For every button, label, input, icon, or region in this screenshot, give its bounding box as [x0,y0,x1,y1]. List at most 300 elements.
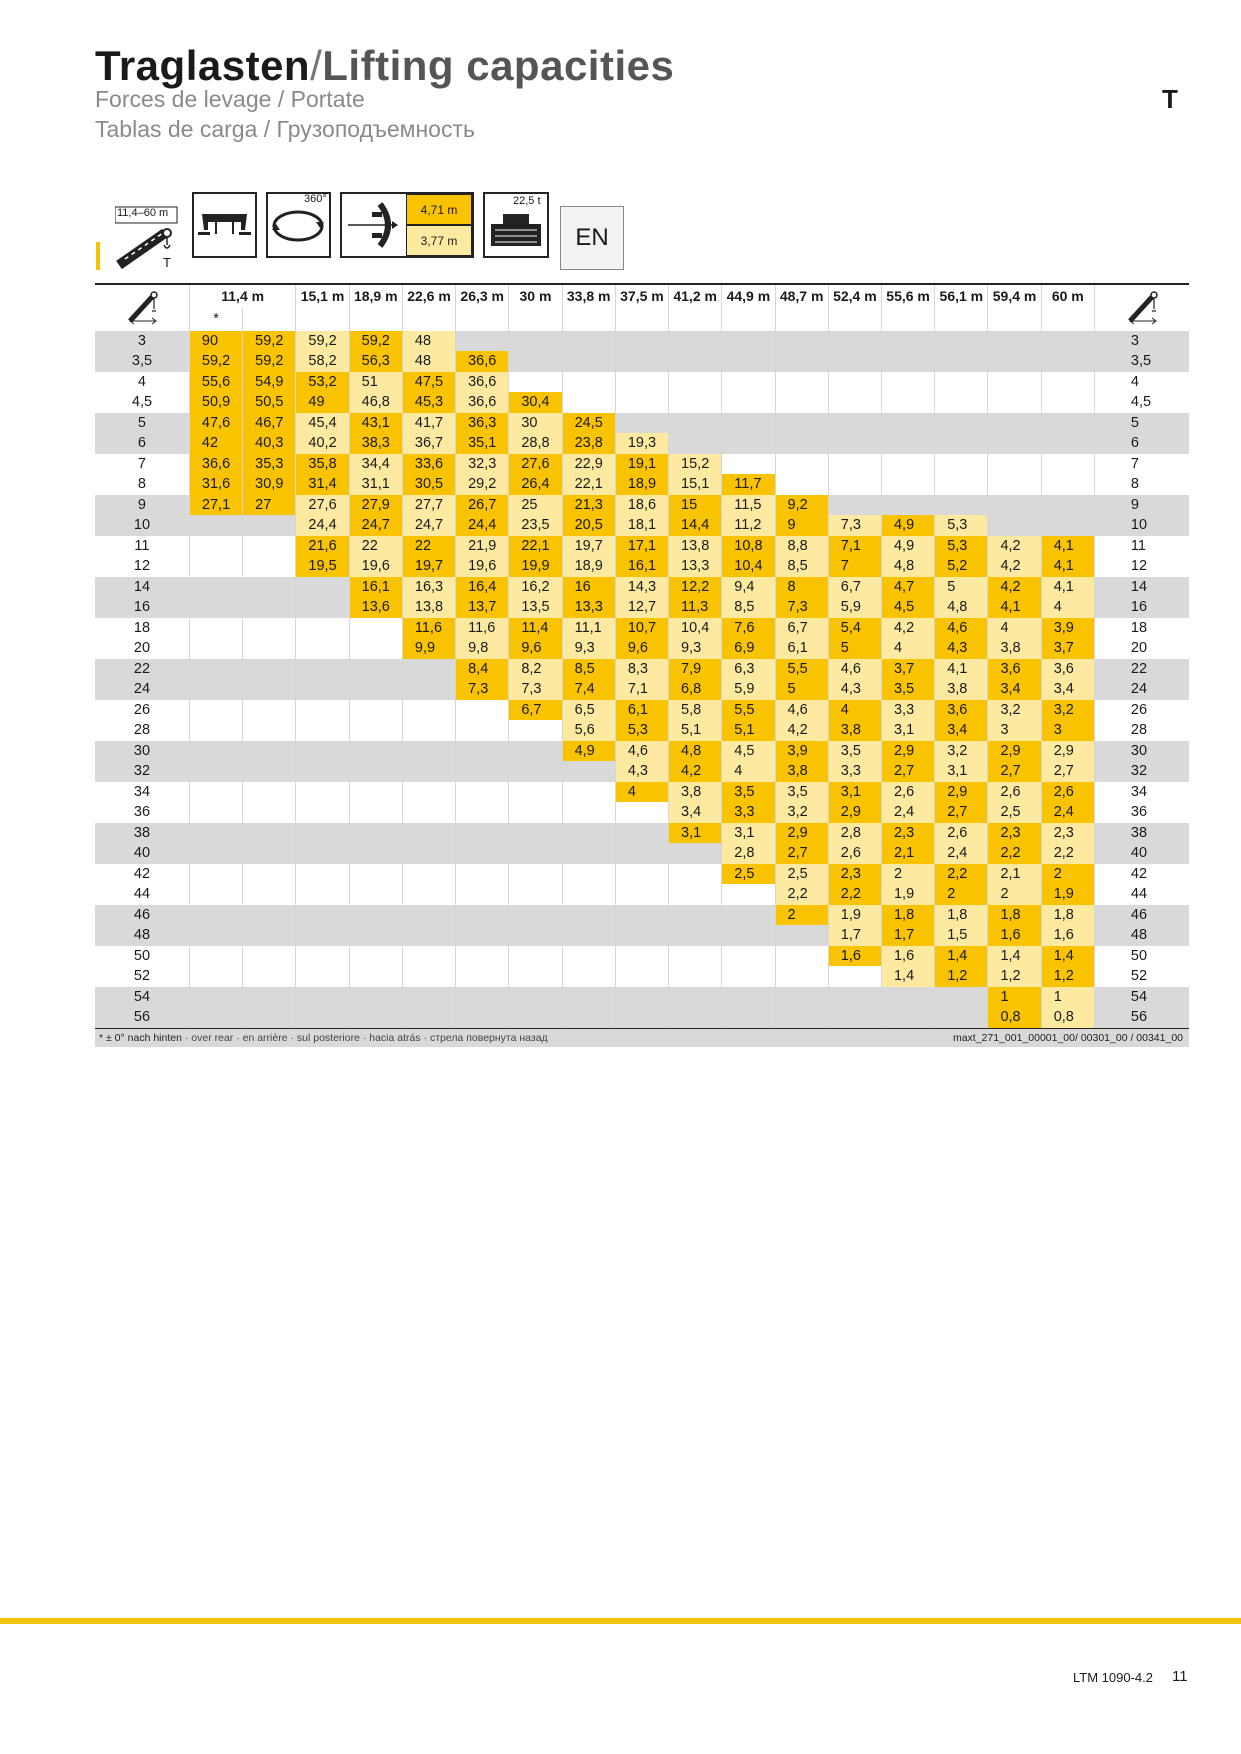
capacity-cell [615,884,668,905]
capacity-cell: 24,7 [349,515,402,536]
capacity-cell: 23,5 [509,515,562,536]
capacity-cell [669,372,722,393]
capacity-cell: 3,9 [775,741,828,762]
capacity-cell: 11,7 [722,474,775,495]
capacity-cell: 30,5 [402,474,455,495]
capacity-cell: 43,1 [349,413,402,434]
capacity-cell: 2,6 [988,782,1041,803]
boom-length-5: 30 m [509,284,562,308]
capacity-cell [456,782,509,803]
capacity-cell [456,761,509,782]
capacity-cell: 8,8 [775,536,828,557]
radius-cell-right: 6 [1094,433,1189,454]
capacity-cell: 21,3 [562,495,615,516]
capacity-cell [669,884,722,905]
capacity-cell: 13,6 [349,597,402,618]
telescopic-boom-icon [115,205,179,269]
capacity-cell [296,720,349,741]
capacity-cell: 2,7 [935,802,988,823]
capacity-cell: 1 [988,987,1041,1008]
capacity-cell [615,372,668,393]
boom-length-4: 26,3 m [456,284,509,308]
capacity-cell: 59,2 [296,331,349,352]
capacity-cell: 33,6 [402,454,455,475]
capacity-cell: 12,2 [669,577,722,598]
capacity-cell [615,351,668,372]
capacity-cell [509,802,562,823]
capacity-cell: 2,3 [881,823,934,844]
capacity-cell: 4,2 [988,577,1041,598]
capacity-cell: 36,6 [189,454,242,475]
capacity-cell: 16 [562,577,615,598]
capacity-cell: 30,9 [243,474,296,495]
capacity-cell [775,946,828,967]
slewing-icon [266,192,331,258]
capacity-cell: 9,4 [722,577,775,598]
outrigger-base-2-value: 3,77 m [420,233,458,248]
capacity-cell [349,659,402,680]
capacity-cell: 1,2 [1041,966,1094,987]
capacity-cell [988,372,1041,393]
capacity-cell [243,720,296,741]
capacity-cell: 9,8 [456,638,509,659]
capacity-cell: 1,9 [828,905,881,926]
capacity-cell [296,782,349,803]
capacity-cell [509,372,562,393]
capacity-cell: 2,2 [828,884,881,905]
table-row [95,556,1189,577]
boom-length-10: 48,7 m [775,284,828,308]
capacity-cell [243,802,296,823]
capacity-cell [189,946,242,967]
radius-cell: 36 [95,802,189,823]
capacity-cell: 4 [722,761,775,782]
capacity-cell: 27,1 [189,495,242,516]
capacity-cell [456,864,509,885]
capacity-cell [722,413,775,434]
capacity-cell: 19,1 [615,454,668,475]
capacity-cell: 16,4 [456,577,509,598]
table-row [95,618,1189,639]
capacity-cell [881,1007,934,1029]
capacity-cell: 41,7 [402,413,455,434]
capacity-cell: 19,5 [296,556,349,577]
capacity-cell: 2,3 [1041,823,1094,844]
capacity-cell: 7,3 [456,679,509,700]
capacity-cell: 1,8 [935,905,988,926]
capacity-cell [669,1007,722,1029]
capacity-cell: 17,1 [615,536,668,557]
standard-badge [560,206,624,270]
capacity-cell: 4,6 [828,659,881,680]
capacity-cell: 5,1 [722,720,775,741]
capacity-cell: 2,3 [828,864,881,885]
capacity-cell [402,741,455,762]
capacity-cell [243,782,296,803]
capacity-cell: 27,7 [402,495,455,516]
radius-cell: 10 [95,515,189,536]
capacity-cell: 5,4 [828,618,881,639]
radius-cell-right: 5 [1094,413,1189,434]
capacity-cell: 1,2 [935,966,988,987]
capacity-cell [935,392,988,413]
capacity-cell [402,823,455,844]
capacity-cell: 22,9 [562,454,615,475]
radius-cell: 3 [95,331,189,352]
boom-length-14: 59,4 m [988,284,1041,308]
outrigger-base-2 [406,225,472,256]
capacity-cell [402,700,455,721]
capacity-cell: 4,2 [881,618,934,639]
capacity-cell [243,843,296,864]
capacity-cell: 13,8 [669,536,722,557]
capacity-cell: 11,6 [402,618,455,639]
radius-cell: 48 [95,925,189,946]
radius-cell-right: 22 [1094,659,1189,680]
boom-length-15: 60 m [1041,284,1094,308]
capacity-cell: 1,2 [988,966,1041,987]
capacity-cell: 2,1 [988,864,1041,885]
radius-cell-right: 40 [1094,843,1189,864]
capacity-cell [988,351,1041,372]
capacity-cell: 24,4 [296,515,349,536]
capacity-cell: 1,6 [828,946,881,967]
capacity-cell: 18,9 [562,556,615,577]
capacity-cell: 25 [509,495,562,516]
capacity-cell [988,454,1041,475]
capacity-cell: 58,2 [296,351,349,372]
capacity-cell [562,864,615,885]
capacity-cell [775,987,828,1008]
capacity-cell: 19,6 [456,556,509,577]
capacity-cell [509,987,562,1008]
capacity-cell [828,351,881,372]
capacity-cell: 3,3 [881,700,934,721]
boom-length-9: 44,9 m [722,284,775,308]
capacity-cell [243,618,296,639]
capacity-cell [402,884,455,905]
capacity-cell [775,1007,828,1029]
capacity-cell: 35,8 [296,454,349,475]
capacity-cell: 2,9 [881,741,934,762]
capacity-cell: 40,3 [243,433,296,454]
capacity-cell [828,1007,881,1029]
capacity-cell: 2,5 [988,802,1041,823]
capacity-cell [189,925,242,946]
radius-cell-right: 7 [1094,454,1189,475]
radius-cell-right: 46 [1094,905,1189,926]
capacity-cell [562,966,615,987]
outrigger-base-1 [406,194,472,225]
capacity-cell [456,905,509,926]
capacity-cell [296,618,349,639]
capacity-cell: 6,7 [828,577,881,598]
capacity-cell: 34,4 [349,454,402,475]
capacity-cell [509,966,562,987]
capacity-cell: 6,1 [775,638,828,659]
capacity-cell [349,884,402,905]
radius-cell-right: 4 [1094,372,1189,393]
capacity-cell [615,392,668,413]
capacity-cell [189,659,242,680]
capacity-cell [615,413,668,434]
capacity-cell: 4 [988,618,1041,639]
capacity-cell: 56,3 [349,351,402,372]
capacity-cell: 13,7 [456,597,509,618]
capacity-cell [349,741,402,762]
capacity-cell: 2,2 [988,843,1041,864]
radius-cell-right: 11 [1094,536,1189,557]
capacity-cell: 5,9 [722,679,775,700]
capacity-cell [722,372,775,393]
table-row [95,638,1189,659]
radius-cell-right: 42 [1094,864,1189,885]
capacity-cell [1041,515,1094,536]
capacity-cell: 3,7 [1041,638,1094,659]
capacity-cell [189,864,242,885]
capacity-cell [243,884,296,905]
capacity-cell: 7,3 [775,597,828,618]
capacity-cell: 13,5 [509,597,562,618]
capacity-cell: 2,8 [828,823,881,844]
capacity-cell: 3,8 [828,720,881,741]
capacity-cell [1041,454,1094,475]
capacity-cell: 13,3 [669,556,722,577]
capacity-cell: 1,4 [1041,946,1094,967]
capacity-cell: 31,1 [349,474,402,495]
capacity-cell [615,864,668,885]
capacity-cell: 4 [615,782,668,803]
capacity-cell: 3,1 [881,720,934,741]
capacity-cell [349,761,402,782]
capacity-cell: 15 [669,495,722,516]
capacity-cell: 5,2 [935,556,988,577]
capacity-cell [935,1007,988,1029]
capacity-cell: 4,8 [669,741,722,762]
capacity-cell [775,392,828,413]
capacity-cell: 26,7 [456,495,509,516]
capacity-cell [935,454,988,475]
page-title [95,42,674,90]
radius-cell-right: 48 [1094,925,1189,946]
capacity-cell [615,987,668,1008]
capacity-cell [775,454,828,475]
capacity-cell [775,331,828,352]
radius-boom-icon-left [95,284,189,331]
capacity-cell: 8,5 [775,556,828,577]
radius-cell: 3,5 [95,351,189,372]
capacity-cell [722,351,775,372]
table-row [95,720,1189,741]
capacity-cell [349,966,402,987]
capacity-cell [456,1007,509,1029]
capacity-cell [296,761,349,782]
capacity-cell [935,987,988,1008]
footnote-bar [95,1029,1189,1047]
capacity-cell: 8,3 [615,659,668,680]
capacity-cell [988,474,1041,495]
capacity-cell: 6,1 [615,700,668,721]
table-row [95,884,1189,905]
capacity-cell: 22 [349,536,402,557]
capacity-cell [296,966,349,987]
capacity-cell: 14,3 [615,577,668,598]
capacity-cell [1041,351,1094,372]
capacity-cell [828,413,881,434]
capacity-cell: 24,5 [562,413,615,434]
capacity-cell: 42 [189,433,242,454]
capacity-cell [935,413,988,434]
capacity-cell: 4,5 [722,741,775,762]
subtitle-line-1: Forces de levage / Portate [95,86,365,112]
capacity-cell: 35,1 [456,433,509,454]
capacity-cell: 2 [988,884,1041,905]
radius-cell: 4,5 [95,392,189,413]
capacity-cell [402,966,455,987]
capacity-cell: 49 [296,392,349,413]
capacity-cell [349,782,402,803]
table-row [95,905,1189,926]
capacity-cell [402,864,455,885]
radius-cell: 22 [95,659,189,680]
radius-cell-right: 4,5 [1094,392,1189,413]
capacity-cell [775,925,828,946]
capacity-cell: 4 [828,700,881,721]
footnote-translations: · over rear · en arrière · sul posteriore · hacia atrás · стрела повернута назад [181,1032,548,1044]
capacity-cell: 36,7 [402,433,455,454]
capacity-cell: 3,2 [775,802,828,823]
capacity-cell: 4 [1041,597,1094,618]
outrigger-icon [192,192,257,258]
capacity-cell: 50,9 [189,392,242,413]
capacity-cell: 14,4 [669,515,722,536]
capacity-cell: 7,9 [669,659,722,680]
capacity-cell [243,597,296,618]
radius-cell: 11 [95,536,189,557]
table-row [95,413,1189,434]
capacity-cell: 7,1 [828,536,881,557]
boom-length-6: 33,8 m [562,284,615,308]
capacity-cell [509,351,562,372]
capacity-cell: 2,2 [1041,843,1094,864]
capacity-cell [669,331,722,352]
capacity-cell: 8,5 [562,659,615,680]
capacity-cell: 3,6 [1041,659,1094,680]
capacity-cell [988,433,1041,454]
capacity-cell [296,741,349,762]
capacity-cell: 2,7 [881,761,934,782]
capacity-cell [296,597,349,618]
capacity-cell: 2,7 [988,761,1041,782]
capacity-cell: 30 [509,413,562,434]
capacity-cell [349,700,402,721]
capacity-cell: 26,4 [509,474,562,495]
capacity-cell: 5,3 [615,720,668,741]
capacity-cell [615,802,668,823]
capacity-cell [349,987,402,1008]
capacity-cell [189,597,242,618]
radius-cell: 50 [95,946,189,967]
capacity-cell: 4,9 [562,741,615,762]
boom-length-3: 22,6 m [402,284,455,308]
capacity-cell: 47,5 [402,372,455,393]
capacity-cell: 7,6 [722,618,775,639]
bottom-accent-rule [0,1618,1241,1624]
capacity-cell [243,536,296,557]
capacity-cell: 46,7 [243,413,296,434]
capacity-cell [349,823,402,844]
capacity-cell [669,864,722,885]
radius-cell: 9 [95,495,189,516]
capacity-cell [1041,413,1094,434]
capacity-cell [243,577,296,598]
capacity-cell: 6,8 [669,679,722,700]
capacity-cell [402,905,455,926]
capacity-cell: 2 [881,864,934,885]
capacity-cell [881,351,934,372]
capacity-cell [881,987,934,1008]
capacity-cell: 5 [935,577,988,598]
table-row [95,987,1189,1008]
boom-length-7: 37,5 m [615,284,668,308]
radius-cell-right: 8 [1094,474,1189,495]
capacity-cell: 18,6 [615,495,668,516]
capacity-cell [402,761,455,782]
capacity-cell [349,720,402,741]
capacity-cell [828,495,881,516]
capacity-cell [189,884,242,905]
capacity-cell: 0,8 [1041,1007,1094,1029]
radius-cell-right: 26 [1094,700,1189,721]
capacity-cell: 4,8 [935,597,988,618]
model-label: LTM 1090-4.2 [1073,1670,1153,1685]
capacity-cell: 2,6 [1041,782,1094,803]
capacity-cell: 4,9 [881,515,934,536]
radius-cell-right: 36 [1094,802,1189,823]
capacity-cell: 4,6 [775,700,828,721]
capacity-cell [988,495,1041,516]
section-marker [96,242,100,270]
capacity-cell [402,1007,455,1029]
capacity-cell [456,843,509,864]
capacity-cell [349,1007,402,1029]
table-row [95,946,1189,967]
capacity-cell: 8,4 [456,659,509,680]
capacity-cell [509,761,562,782]
capacity-cell [562,392,615,413]
capacity-cell: 59,2 [349,331,402,352]
capacity-cell: 4,2 [669,761,722,782]
capacity-cell: 11,5 [722,495,775,516]
capacity-cell [722,454,775,475]
capacity-cell [828,966,881,987]
table-row [95,474,1189,495]
capacity-cell [988,515,1041,536]
capacity-cell [189,536,242,557]
capacity-cell: 3,3 [722,802,775,823]
capacity-cell [775,372,828,393]
capacity-cell [509,741,562,762]
capacity-cell: 36,3 [456,413,509,434]
boom-length-11: 52,4 m [828,284,881,308]
capacity-cell [349,679,402,700]
capacity-cell [669,905,722,926]
capacity-cell [349,864,402,885]
capacity-cell [615,925,668,946]
capacity-cell: 16,3 [402,577,455,598]
capacity-cell: 16,1 [615,556,668,577]
capacity-cell: 7,3 [509,679,562,700]
